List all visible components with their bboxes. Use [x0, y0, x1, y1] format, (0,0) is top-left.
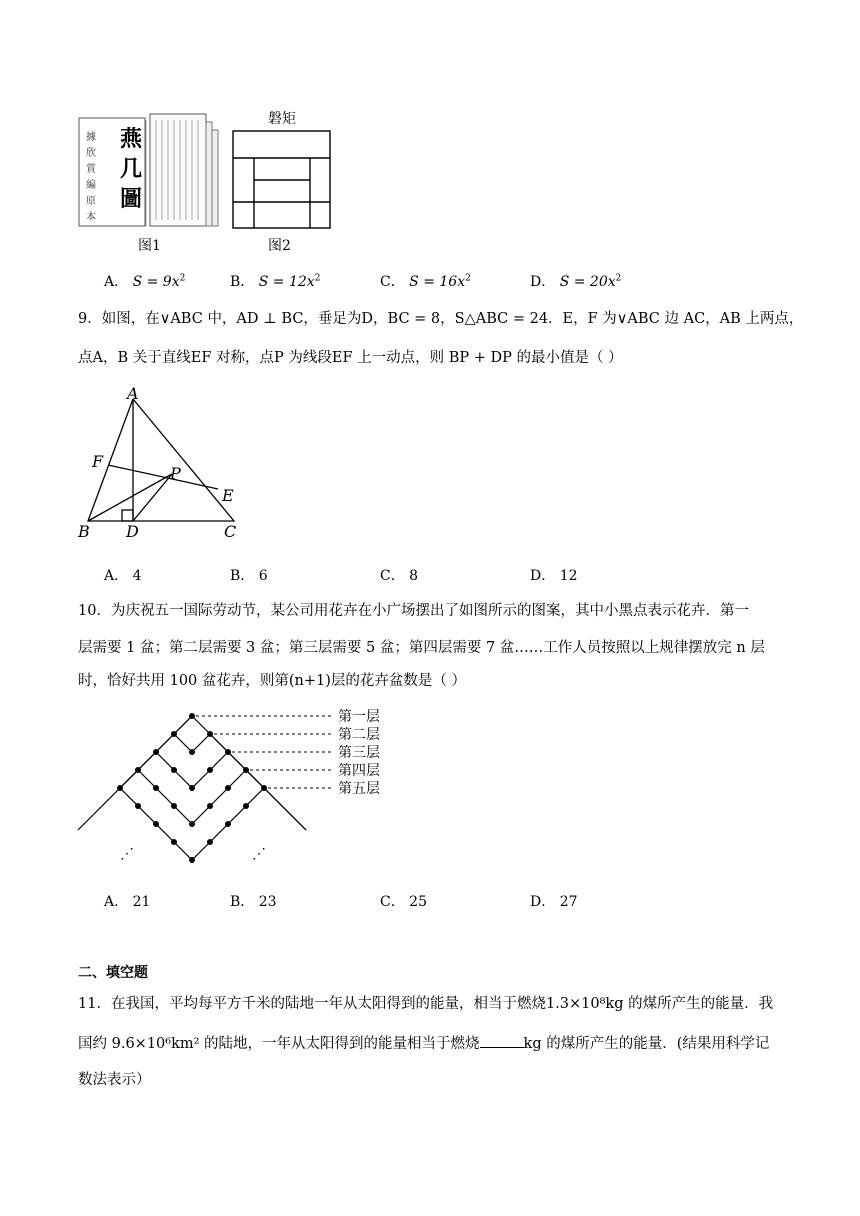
q10-stem-line3: 时，恰好共用 100 盆花卉，则第(n+1)层的花卉盆数是（ ）: [78, 673, 467, 689]
svg-text:原: 原: [86, 196, 96, 207]
q9-option-d[interactable]: D． 12: [530, 568, 578, 584]
q8-figure1: [78, 112, 220, 230]
q9-triangle-diagram: [72, 385, 252, 545]
svg-text:欣: 欣: [86, 148, 96, 159]
q8-option-b[interactable]: B． $S = 12x^2$: [230, 273, 321, 290]
label-E: E: [222, 486, 234, 505]
fig2-caption: 图2: [268, 238, 291, 254]
q9-option-b[interactable]: B． 6: [230, 568, 268, 584]
q10-stem-line1: 10．为庆祝五一国际劳动节，某公司用花卉在小广场摆出了如图所示的图案，其中小黑点表示花卉．第一: [78, 603, 749, 619]
label-C: C: [224, 522, 237, 541]
q8-option-c[interactable]: C． $S = 16x^2$: [380, 273, 471, 290]
layer-label-1: 第一层: [338, 709, 380, 725]
book-title-char: 燕: [120, 126, 143, 152]
q10-stem-line2: 层需要 1 盆；第二层需要 3 盆；第三层需要 5 盆；第四层需要 7 盆……工作人员按照以上规律摆放完 n 层: [78, 640, 765, 656]
q9-stem-line2: 点A，B 关于直线EF 对称，点P 为线段EF 上一动点，则 BP + DP 的最小值是（ ）: [78, 350, 623, 366]
q11-stem-line3: 数法表示）: [78, 1072, 151, 1088]
ellipsis-left: ⋰: [120, 846, 134, 862]
q8-figure2-diagram: [232, 130, 332, 230]
section-heading: 二、填空题: [78, 965, 148, 981]
q8-option-a[interactable]: A． $S = 9x^2$: [104, 273, 186, 290]
ellipsis-right: ⋰: [252, 846, 266, 862]
q11-stem-line2: 国约 9.6×10⁶km² 的陆地，一年从太阳得到的能量相当于燃烧 kg 的煤所产生的能量．(结果用科学记: [78, 1033, 769, 1054]
fig2-title: 磐矩: [268, 111, 296, 127]
q9-option-c[interactable]: C． 8: [380, 568, 419, 584]
label-P: P: [170, 464, 181, 483]
q8-option-d[interactable]: D． $S = 20x^2$: [530, 273, 622, 290]
layer-label-5: 第五层: [338, 781, 380, 797]
q9-option-a[interactable]: A． 4: [104, 568, 142, 584]
svg-text:几: 几: [120, 156, 143, 182]
svg-text:賞: 賞: [86, 164, 96, 175]
answer-blank[interactable]: [480, 1033, 524, 1048]
fig1-caption: 图1: [138, 238, 161, 254]
q10-flower-diagram: [76, 706, 396, 876]
q11-stem-line1: 11．在我国，平均每平方千米的陆地一年从太阳得到的能量，相当于燃烧1.3×10⁸kg 的煤所产生的能量．我: [78, 996, 774, 1012]
layer-label-3: 第三层: [338, 745, 380, 761]
book-image: [78, 112, 220, 230]
q10-option-a[interactable]: A． 21: [104, 894, 151, 910]
q10-option-c[interactable]: C． 25: [380, 894, 427, 910]
q10-option-b[interactable]: B． 23: [230, 894, 277, 910]
layer-label-4: 第四层: [338, 763, 380, 779]
svg-text:據: 據: [86, 132, 96, 143]
q9-stem-line1: 9．如图，在∨ABC 中，AD ⊥ BC，垂足为D，BC = 8，S△ABC = 24．E，F 为∨ABC 边 AC，AB 上两点，: [78, 311, 804, 327]
label-F: F: [92, 452, 104, 471]
layer-label-2: 第二层: [338, 727, 380, 743]
svg-text:圖: 圖: [120, 186, 143, 212]
label-A: A: [127, 385, 139, 403]
q10-option-d[interactable]: D． 27: [530, 894, 578, 910]
label-D: D: [126, 522, 139, 541]
label-B: B: [78, 522, 90, 541]
svg-text:編: 編: [86, 180, 96, 191]
svg-text:本: 本: [86, 212, 96, 223]
